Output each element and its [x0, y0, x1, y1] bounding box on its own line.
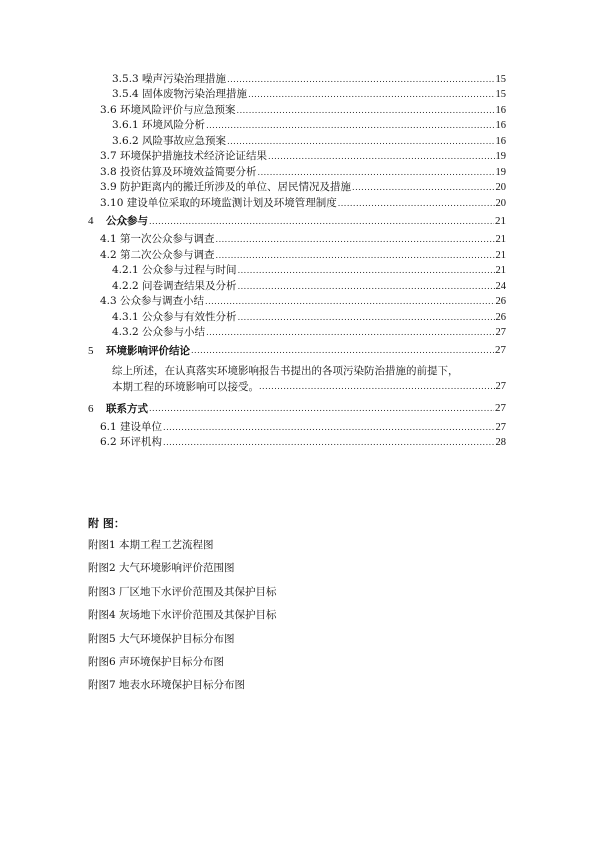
- toc-entry[interactable]: [88, 118, 506, 134]
- toc-entry-page: 21: [495, 234, 506, 245]
- toc-entry-label: 4.1 第一次公众参与调查: [100, 233, 215, 245]
- toc-entry-page: 26: [495, 296, 506, 307]
- toc-entry-page: 27: [495, 402, 506, 414]
- toc-entry-page: 24: [495, 280, 506, 292]
- toc-entry-label: 4.3.2 公众参与小结: [112, 326, 206, 338]
- table-of-contents: [88, 71, 506, 450]
- toc-leader-dots: [206, 118, 494, 133]
- toc-entry-page: 27: [495, 421, 506, 433]
- toc-leader-dots: [227, 72, 494, 87]
- toc-entry-label: 3.5.3 噪声污染治理措施: [112, 72, 227, 85]
- toc-chapter-label: [88, 213, 149, 229]
- toc-entry[interactable]: [88, 149, 506, 165]
- toc-entry[interactable]: [88, 232, 506, 248]
- toc-entry-label: 4.3.1 公众参与有效性分析: [112, 310, 237, 323]
- toc-entry-page: 15: [495, 73, 506, 85]
- chapter-number: 6: [88, 402, 94, 415]
- toc-entry-label: 3.10 建设单位采取的环境监测计划及环境管理制度: [100, 196, 337, 209]
- conclusion-line-2-text: 本期工程的环境影响可以接受。: [112, 381, 259, 393]
- toc-entry-label: 4.2.2 问卷调查结果及分析: [112, 279, 237, 292]
- toc-entry[interactable]: [88, 419, 506, 435]
- toc-entry[interactable]: [88, 294, 506, 310]
- toc-entry[interactable]: [88, 133, 506, 149]
- appendix-figure-item[interactable]: 附图2 大气环境影响评价范围图: [88, 562, 235, 575]
- chapter-title: 联系方式: [106, 402, 148, 415]
- toc-leader-dots: [206, 325, 494, 340]
- toc-leader-dots: [259, 379, 496, 395]
- toc-entry-page: 20: [495, 197, 506, 209]
- toc-entry-label: 6.1 建设单位: [100, 420, 163, 433]
- toc-leader-dots: [238, 279, 495, 294]
- toc-leader-dots: [248, 87, 494, 102]
- toc-chapter-label: [88, 401, 149, 417]
- toc-entry-page: 27: [495, 327, 506, 338]
- toc-entry-label: 3.7 环境保护措施技术经济论证结果: [100, 150, 268, 162]
- chapter-number: 5: [88, 344, 94, 357]
- toc-chapter-label: [88, 343, 191, 359]
- toc-leader-dots: [268, 149, 494, 164]
- toc-entry-label: 6.2 环评机构: [100, 436, 163, 448]
- toc-leader-dots: [191, 343, 494, 358]
- toc-entry-label: 3.6 环境风险评价与应急预案: [100, 103, 236, 116]
- appendix-figure-item[interactable]: 附图7 地表水环境保护目标分布图: [88, 679, 246, 692]
- toc-entry-page: 19: [495, 151, 506, 162]
- toc-entry-label: 3.9 防护距离内的搬迁所涉及的单位、居民情况及措施: [100, 181, 352, 193]
- toc-entry-page: 16: [495, 104, 506, 116]
- toc-entry-label: 3.8 投资估算及环境效益简要分析: [100, 165, 257, 178]
- toc-leader-dots: [258, 165, 495, 180]
- toc-entry[interactable]: [88, 263, 506, 279]
- toc-entry-label: 3.6.1 环境风险分析: [112, 119, 206, 131]
- toc-entry-label: 4.3 公众参与调查小结: [100, 295, 205, 307]
- toc-entry-page: 20: [495, 182, 506, 193]
- toc-entry-page: 28: [495, 437, 506, 448]
- toc-entry[interactable]: [88, 309, 506, 325]
- appendix-figure-item[interactable]: 附图5 大气环境保护目标分布图: [88, 632, 235, 645]
- toc-entry[interactable]: [88, 102, 506, 118]
- toc-entry-page: 19: [495, 166, 506, 178]
- toc-entry-page: 15: [495, 89, 506, 100]
- toc-entry-label: 3.6.2 风险事故应急预案: [112, 134, 227, 147]
- toc-leader-dots: [352, 180, 494, 195]
- toc-leader-dots: [338, 196, 495, 211]
- appendix-figure-item[interactable]: 附图1 本期工程工艺流程图: [88, 539, 214, 551]
- toc-leader-dots: [216, 232, 495, 247]
- toc-leader-dots: [216, 248, 495, 263]
- toc-leader-dots: [227, 134, 494, 149]
- conclusion-line-2: [112, 379, 506, 395]
- toc-chapter-5[interactable]: [88, 340, 506, 361]
- toc-entry-page: 16: [495, 135, 506, 147]
- conclusion-entry[interactable]: [88, 363, 506, 395]
- chapter-title: 公众参与: [106, 215, 148, 227]
- toc-entry-page: 27: [495, 381, 506, 392]
- toc-entry[interactable]: [88, 180, 506, 196]
- toc-entry-page: 26: [495, 311, 506, 323]
- appendix-figure-item[interactable]: 附图4 灰场地下水评价范围及其保护目标: [88, 609, 277, 622]
- toc-entry[interactable]: [88, 325, 506, 341]
- toc-entry-page: 21: [495, 214, 506, 227]
- toc-entry[interactable]: [88, 71, 506, 87]
- toc-entry[interactable]: [88, 195, 506, 211]
- conclusion-line-1: 综上所述，在认真落实环境影响报告书提出的各项污染防治措施的前提下，: [112, 365, 459, 377]
- toc-entry[interactable]: [88, 435, 506, 451]
- toc-leader-dots: [205, 294, 494, 309]
- chapter-number: 4: [88, 215, 94, 227]
- toc-entry-label: 3.5.4 固体废物污染治理措施: [112, 88, 248, 100]
- toc-leader-dots: [163, 420, 494, 435]
- appendix-title: 附 图：: [88, 517, 125, 530]
- toc-entry[interactable]: [88, 164, 506, 180]
- toc-entry[interactable]: [88, 278, 506, 294]
- toc-leader-dots: [149, 214, 494, 229]
- toc-entry-page: 27: [495, 344, 506, 356]
- appendix-figure-item[interactable]: 附图6 声环境保护目标分布图: [88, 655, 225, 668]
- toc-entry[interactable]: [88, 247, 506, 263]
- toc-entry-page: 21: [495, 249, 506, 261]
- toc-entry[interactable]: [88, 87, 506, 103]
- toc-entry-page: 16: [495, 120, 506, 131]
- toc-leader-dots: [238, 310, 495, 325]
- toc-leader-dots: [163, 435, 494, 450]
- appendix-figure-item[interactable]: 附图3 厂区地下水评价范围及其保护目标: [88, 585, 277, 598]
- toc-chapter-6[interactable]: [88, 398, 506, 419]
- toc-entry-page: 21: [495, 265, 506, 276]
- appendix-figures: [88, 515, 488, 701]
- chapter-title: 环境影响评价结论: [106, 344, 190, 357]
- toc-leader-dots: [149, 401, 494, 416]
- toc-entry-label: 4.2 第二次公众参与调查: [100, 248, 215, 261]
- toc-chapter-4[interactable]: [88, 211, 506, 232]
- toc-entry-label: 4.2.1 公众参与过程与时间: [112, 264, 237, 276]
- toc-leader-dots: [238, 263, 495, 278]
- toc-leader-dots: [237, 103, 495, 118]
